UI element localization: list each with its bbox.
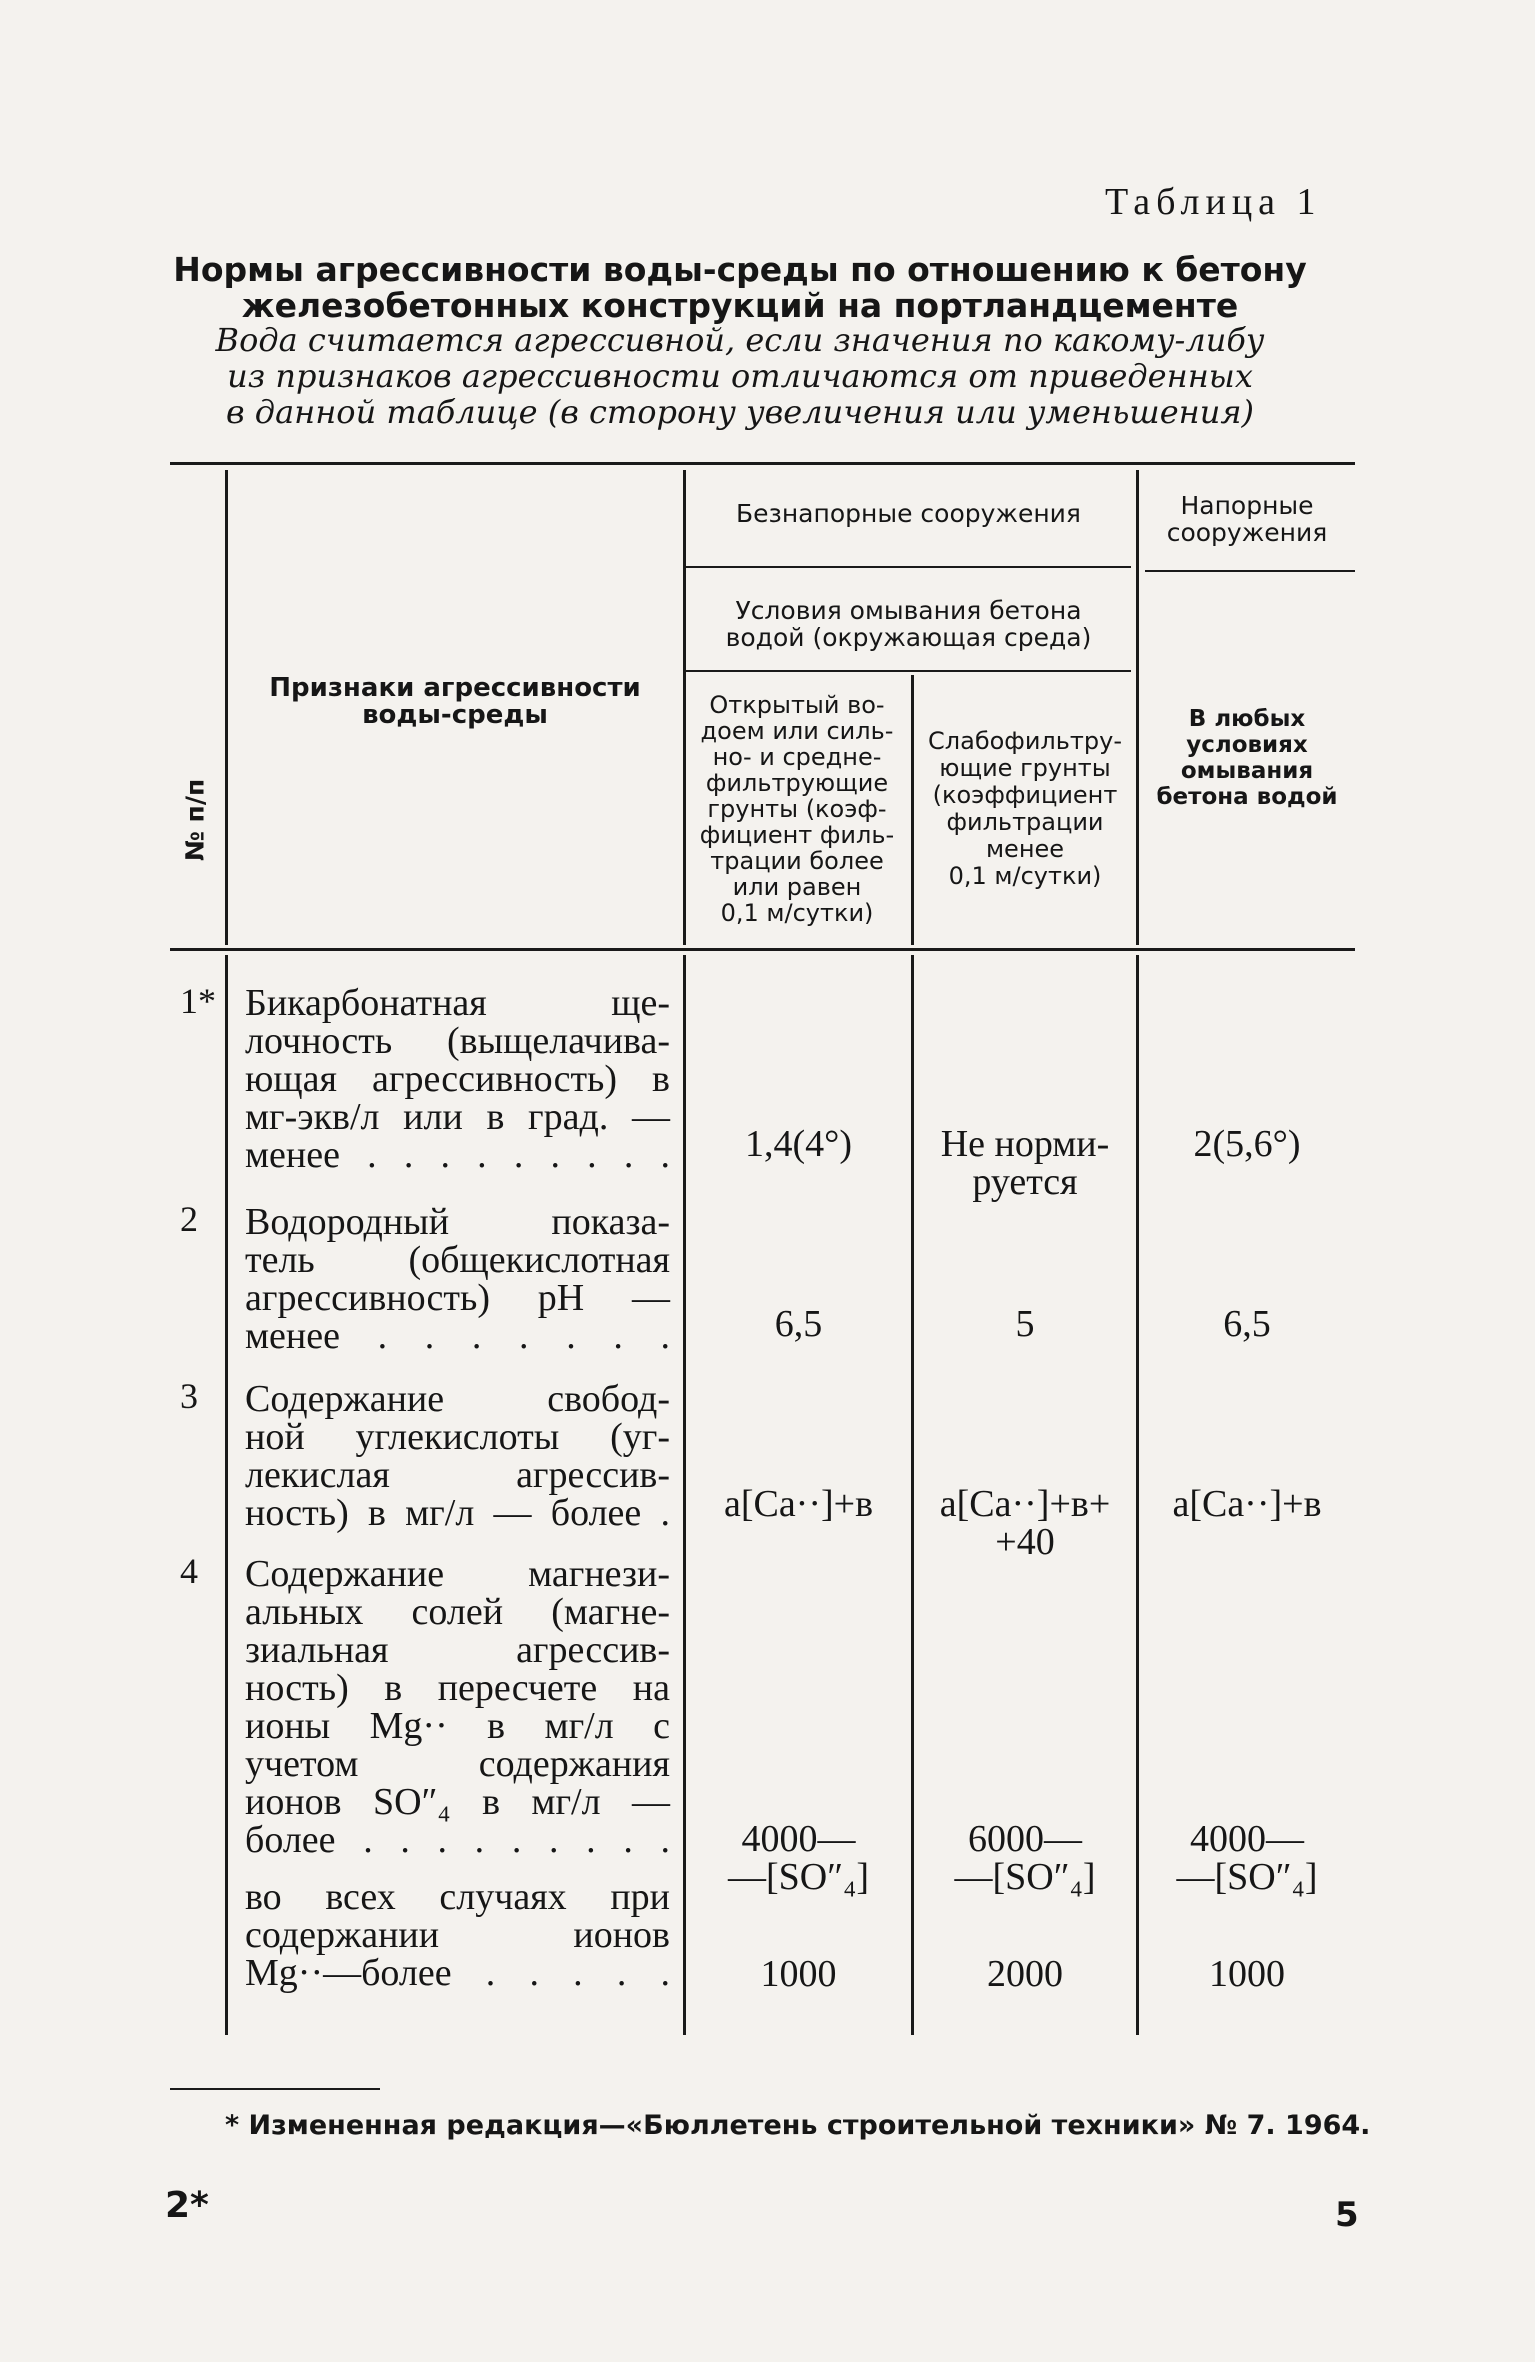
desc-line: ионы Mg·· в мг/л с [245, 1705, 670, 1747]
subtitle-line: из признаков агрессивности отличаются от приведенных [227, 357, 1253, 395]
col-open-line: трации более [710, 847, 884, 875]
value-weak [914, 1305, 1136, 1343]
header-num-col [170, 700, 220, 940]
header-conditions [686, 597, 1131, 651]
col-open-line: 0,1 м/сутки) [720, 899, 874, 927]
value-line: —[SO″₄] [1176, 1856, 1318, 1898]
col-open-line: или равен [732, 873, 862, 901]
header-sign-col [230, 675, 680, 729]
desc-line: зиальная агрессив- [245, 1629, 670, 1671]
header-rule-conditions [686, 670, 1131, 672]
desc-line: во всех случаях при [245, 1876, 670, 1918]
value-line: 4000— [1190, 1818, 1304, 1860]
title-line: железобетонных конструкций на портландцементе [241, 286, 1239, 325]
col-weak-line: Слабофильтру- [928, 727, 1122, 755]
value-line: Не норми- [940, 1123, 1110, 1165]
col-open-line: Открытый во- [709, 691, 885, 719]
value-line: —[SO″₄] [728, 1856, 869, 1898]
desc-line: учетом содержания [245, 1743, 670, 1785]
pressure-line: Напорные [1180, 491, 1314, 520]
value-open: 6,5 [774, 1303, 823, 1345]
table-title [150, 252, 1330, 324]
value-line: 2000 [987, 1953, 1063, 1995]
table-subtitle [150, 322, 1330, 430]
desc-line: содержании ионов [245, 1914, 670, 1956]
value-line: +40 [995, 1521, 1055, 1563]
desc-line: менее . . . . . . . . . [245, 1134, 670, 1176]
desc-line: ной углекислоты (уг- [245, 1416, 670, 1458]
desc-line: Водородный показа- [245, 1201, 670, 1243]
col-any-line: бетона водой [1156, 784, 1338, 810]
value-line: 4000— [741, 1818, 856, 1860]
desc-line: мг-экв/л или в град. — [245, 1096, 670, 1138]
sign-col-line: Признаки агрессивности [269, 673, 641, 703]
value-line: 6000— [968, 1818, 1082, 1860]
desc-line: Содержание магнези- [245, 1553, 670, 1595]
page-number: 5 [1335, 2195, 1359, 2235]
desc-line: тель (общекислотная [245, 1239, 670, 1281]
col-open-line: грунты (коэф- [707, 795, 887, 823]
col-weak-line: фильтрации [946, 808, 1104, 836]
value-open: a[Ca··]+в [723, 1483, 874, 1525]
desc-line: лочность (выщелачива- [245, 1020, 670, 1062]
col-open-line: фильтрующие [705, 769, 889, 797]
value-open [686, 1820, 911, 1896]
row-description [245, 1555, 670, 1859]
value-line: a[Ca··]+в+ [939, 1483, 1111, 1525]
row-description [245, 1878, 670, 1992]
desc-line: ионов SO″₄ в мг/л — [245, 1781, 670, 1823]
desc-line: более . . . . . . . . . [245, 1819, 670, 1861]
desc-line: Бикарбонатная ще- [245, 982, 670, 1024]
value-weak [914, 1485, 1136, 1561]
value-line: —[SO″₄] [954, 1856, 1096, 1898]
col-any-line: омывания [1180, 758, 1314, 784]
value-weak [914, 1820, 1136, 1896]
header-non-pressure: Безнапорные сооружения [736, 499, 1081, 528]
col-open-line: доем или силь- [700, 717, 894, 745]
col-any-line: условиях [1186, 732, 1308, 758]
header-rule-pressure [1145, 570, 1355, 572]
header-bottom-rule [170, 948, 1355, 951]
num-col-label: № п/п [180, 778, 210, 862]
header-divider-num [225, 470, 228, 945]
col-any-line: В любых [1188, 706, 1306, 732]
title-line: Нормы агрессивности воды-среды по отношению к бетону [173, 250, 1307, 289]
value-any: a[Ca··]+в [1172, 1483, 1322, 1525]
row-number: 3 [180, 1376, 198, 1416]
desc-line: альных солей (магне- [245, 1591, 670, 1633]
desc-line: Содержание свобод- [245, 1378, 670, 1420]
row-description [245, 1380, 670, 1532]
col-weak-line: ющие грунты [939, 754, 1111, 782]
row-number: 1* [180, 981, 216, 1021]
pressure-line: сооружения [1166, 518, 1328, 547]
value-any [1139, 1820, 1355, 1896]
subtitle-line: в данной таблице (в сторону увеличения или уменьшения) [225, 393, 1254, 431]
col-weak-line: менее [985, 835, 1065, 863]
desc-line: Mg··—более . . . . . [245, 1952, 670, 1994]
header-col-weak [914, 728, 1136, 890]
conditions-line: Условия омывания бетона [735, 596, 1082, 625]
footer-signature-mark: 2* [165, 2185, 209, 2226]
value-line: 5 [1015, 1303, 1035, 1345]
footnote-rule [170, 2088, 380, 2090]
desc-line: ность) в мг/л — более . [245, 1492, 670, 1534]
header-rule-nonpressure [686, 566, 1131, 568]
value-weak [914, 1955, 1136, 1993]
table-label: Таблица 1 [1105, 181, 1322, 223]
value-any: 1000 [1209, 1953, 1285, 1995]
col-weak-line: (коэффициент [932, 781, 1118, 809]
col-open-line: но- и средне- [712, 743, 882, 771]
value-any: 6,5 [1223, 1303, 1271, 1345]
sign-col-line: воды-среды [362, 700, 548, 730]
body-divider-num [225, 955, 228, 2035]
desc-line: ность) в пересчете на [245, 1667, 670, 1709]
col-weak-line: 0,1 м/сутки) [948, 862, 1102, 890]
footnote: * Измененная редакция—«Бюллетень строительной техники» № 7. 1964. [225, 2110, 1371, 2141]
value-any: 2(5,6°) [1193, 1123, 1301, 1165]
header-col-any [1139, 706, 1355, 810]
value-open: 1,4(4°) [744, 1123, 852, 1165]
row-description [245, 984, 670, 1174]
value-line: руется [972, 1161, 1078, 1203]
desc-line: лекислая агрессив- [245, 1454, 670, 1496]
desc-line: агрессивность) pH — [245, 1277, 670, 1319]
conditions-line: водой (окружающая среда) [725, 623, 1092, 652]
value-open: 1000 [760, 1953, 837, 1995]
desc-line: ющая агрессивность) в [245, 1058, 670, 1100]
row-number: 2 [180, 1199, 198, 1239]
value-weak [914, 1125, 1136, 1201]
row-description [245, 1203, 670, 1355]
table-top-rule [170, 462, 1355, 465]
row-number: 4 [180, 1551, 198, 1591]
col-open-line: фициент филь- [699, 821, 895, 849]
header-pressure [1139, 492, 1355, 546]
subtitle-line: Вода считается агрессивной, если значения по какому-либу [215, 321, 1265, 359]
desc-line: менее . . . . . . . [245, 1315, 670, 1357]
header-col-open [686, 692, 908, 926]
